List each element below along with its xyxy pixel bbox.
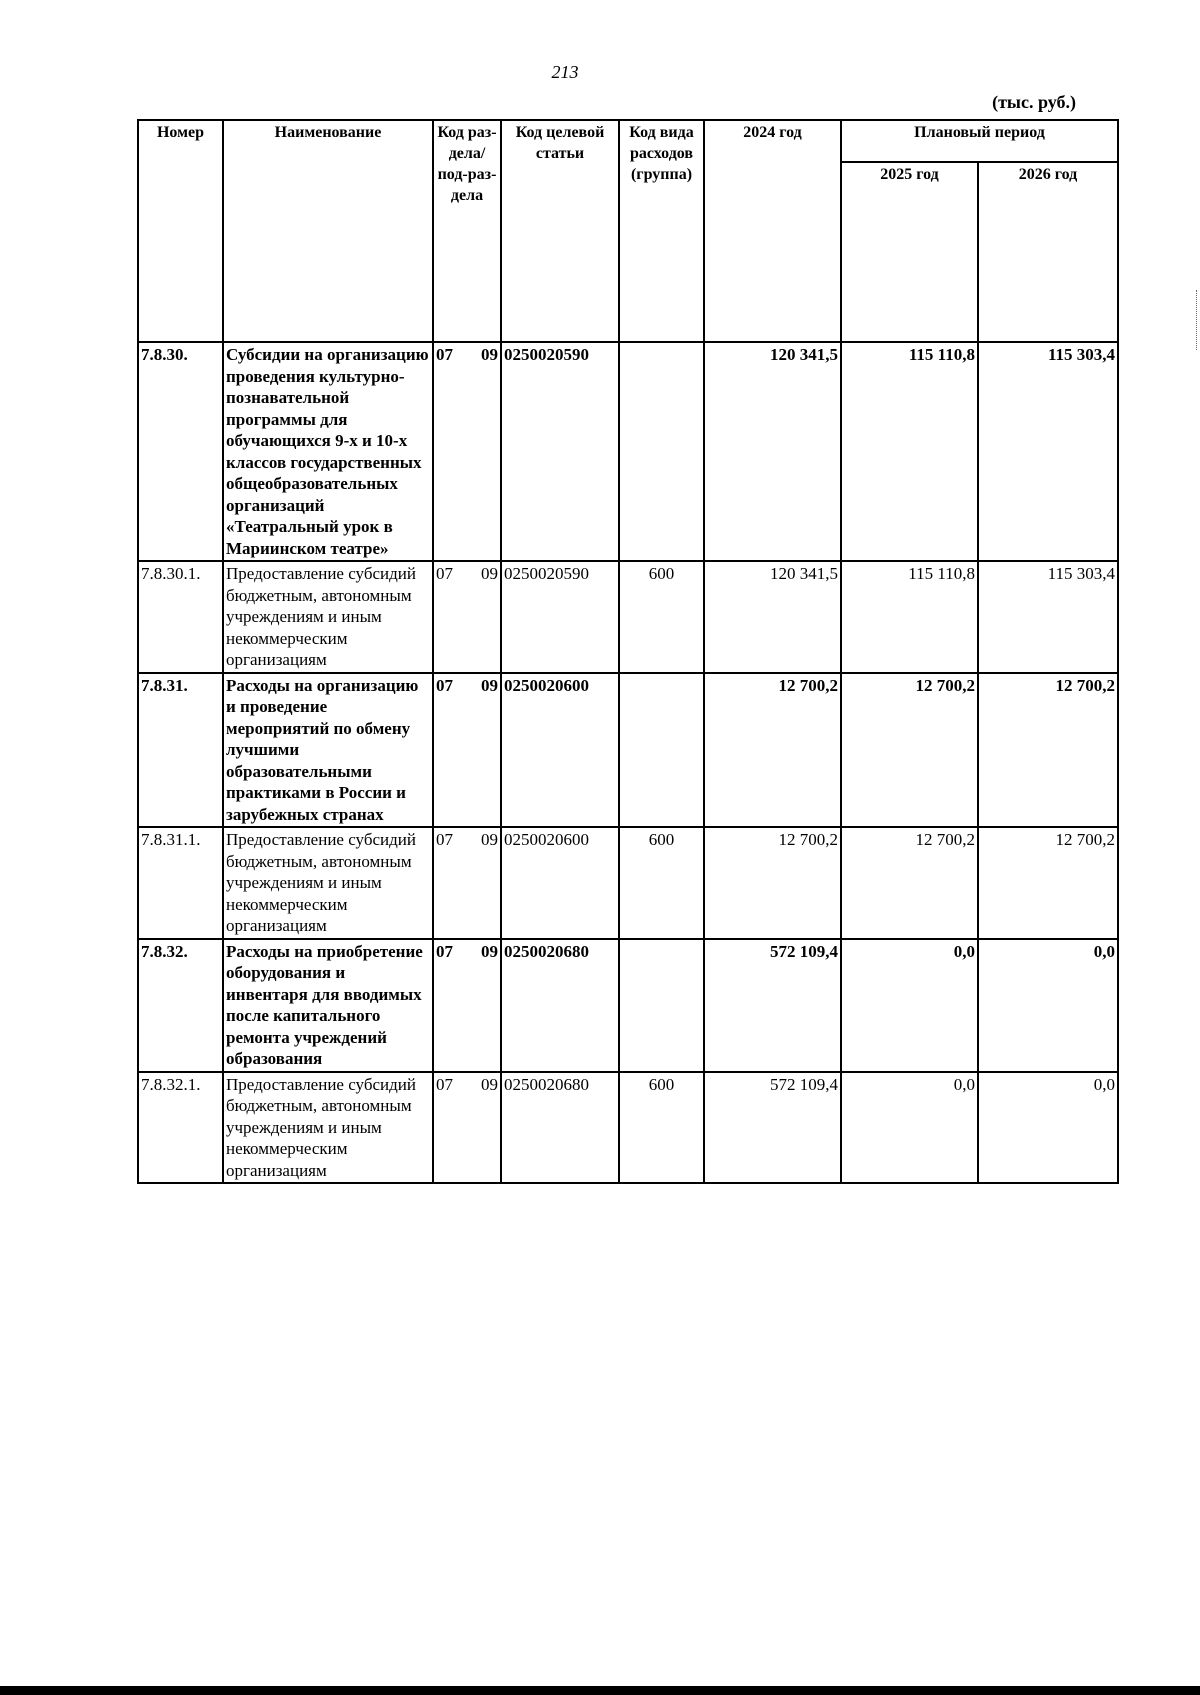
units-label: (тыс. руб.) [992, 92, 1076, 112]
row-target-code: 0250020600 [501, 673, 619, 828]
subsection-code: 09 [481, 564, 498, 583]
row-expense-code [619, 939, 704, 1072]
row-number: 7.8.32. [138, 939, 223, 1072]
header-expense-code: Код вида расходов (группа) [619, 120, 704, 342]
row-number: 7.8.30. [138, 342, 223, 561]
header-section-code: Код раз-дела/ под-раз-дела [433, 120, 501, 342]
row-section-code [433, 673, 501, 828]
row-2025: 115 110,8 [841, 561, 978, 673]
row-target-code: 0250020680 [501, 939, 619, 1072]
scan-bottom-edge [0, 1686, 1200, 1695]
section-code: 07 [436, 1074, 453, 1094]
row-target-code: 0250020590 [501, 342, 619, 561]
row-2024: 120 341,5 [704, 342, 841, 561]
row-expense-code [619, 342, 704, 561]
row-section-code [433, 939, 501, 1072]
row-2024: 12 700,2 [704, 827, 841, 939]
row-2025: 12 700,2 [841, 673, 978, 828]
subsection-code: 09 [481, 345, 498, 364]
section-code: 07 [436, 941, 453, 961]
row-section-code [433, 342, 501, 561]
row-section-code [433, 827, 501, 939]
section-code: 07 [436, 345, 453, 364]
header-planned-period: Плановый период [841, 120, 1118, 162]
table-row [138, 673, 1118, 828]
row-2026: 12 700,2 [978, 827, 1118, 939]
section-code: 07 [436, 675, 453, 695]
table-row [138, 939, 1118, 1072]
row-2025: 115 110,8 [841, 342, 978, 561]
row-2024: 12 700,2 [704, 673, 841, 828]
row-expense-code: 600 [619, 561, 704, 673]
row-2026: 115 303,4 [978, 561, 1118, 673]
row-expense-code: 600 [619, 827, 704, 939]
row-2024: 572 109,4 [704, 939, 841, 1072]
row-name: Расходы на организацию и проведение мероприятий по обмену лучшими образовательными практиками в России и зарубежных странах [223, 673, 433, 828]
header-number: Номер [138, 120, 223, 342]
row-section-code [433, 561, 501, 673]
row-2026: 12 700,2 [978, 673, 1118, 828]
row-number: 7.8.31. [138, 673, 223, 828]
subsection-code: 09 [481, 830, 498, 849]
row-2025: 0,0 [841, 939, 978, 1072]
row-2026: 0,0 [978, 1072, 1118, 1184]
header-2024: 2024 год [704, 120, 841, 342]
page-number: 213 [551, 62, 579, 82]
row-section-code [433, 1072, 501, 1184]
subsection-code: 09 [481, 675, 498, 695]
row-number: 7.8.31.1. [138, 827, 223, 939]
row-name: Расходы на приобретение оборудования и инвентаря для вводимых после капитального ремонта учреждений образования [223, 939, 433, 1072]
table-row [138, 827, 1118, 939]
row-2025: 12 700,2 [841, 827, 978, 939]
row-2025: 0,0 [841, 1072, 978, 1184]
row-name: Субсидии на организацию проведения культурно-познавательной программы для обучающихся 9-х и 10-х классов государственных общеобразовательных организаций «Театральный урок в Мариинском театре» [223, 342, 433, 561]
budget-table [137, 119, 1119, 1184]
section-code: 07 [436, 830, 453, 849]
section-code: 07 [436, 564, 453, 583]
scan-edge-marks [1196, 290, 1199, 350]
row-expense-code [619, 673, 704, 828]
subsection-code: 09 [481, 941, 498, 961]
row-2024: 572 109,4 [704, 1072, 841, 1184]
table-row [138, 1072, 1118, 1184]
header-name: Наименование [223, 120, 433, 342]
table-row [138, 342, 1118, 561]
table-row [138, 561, 1118, 673]
row-number: 7.8.32.1. [138, 1072, 223, 1184]
row-target-code: 0250020680 [501, 1072, 619, 1184]
row-2024: 120 341,5 [704, 561, 841, 673]
row-name: Предоставление субсидий бюджетным, автономным учреждениям и иным некоммерческим организациям [223, 561, 433, 673]
row-expense-code: 600 [619, 1072, 704, 1184]
row-name: Предоставление субсидий бюджетным, автономным учреждениям и иным некоммерческим организациям [223, 827, 433, 939]
row-target-code: 0250020590 [501, 561, 619, 673]
row-2026: 0,0 [978, 939, 1118, 1072]
header-2025: 2025 год [841, 162, 978, 342]
row-target-code: 0250020600 [501, 827, 619, 939]
header-2026: 2026 год [978, 162, 1118, 342]
subsection-code: 09 [481, 1074, 498, 1094]
header-target-code: Код целевой статьи [501, 120, 619, 342]
row-number: 7.8.30.1. [138, 561, 223, 673]
row-name: Предоставление субсидий бюджетным, автономным учреждениям и иным некоммерческим организациям [223, 1072, 433, 1184]
row-2026: 115 303,4 [978, 342, 1118, 561]
